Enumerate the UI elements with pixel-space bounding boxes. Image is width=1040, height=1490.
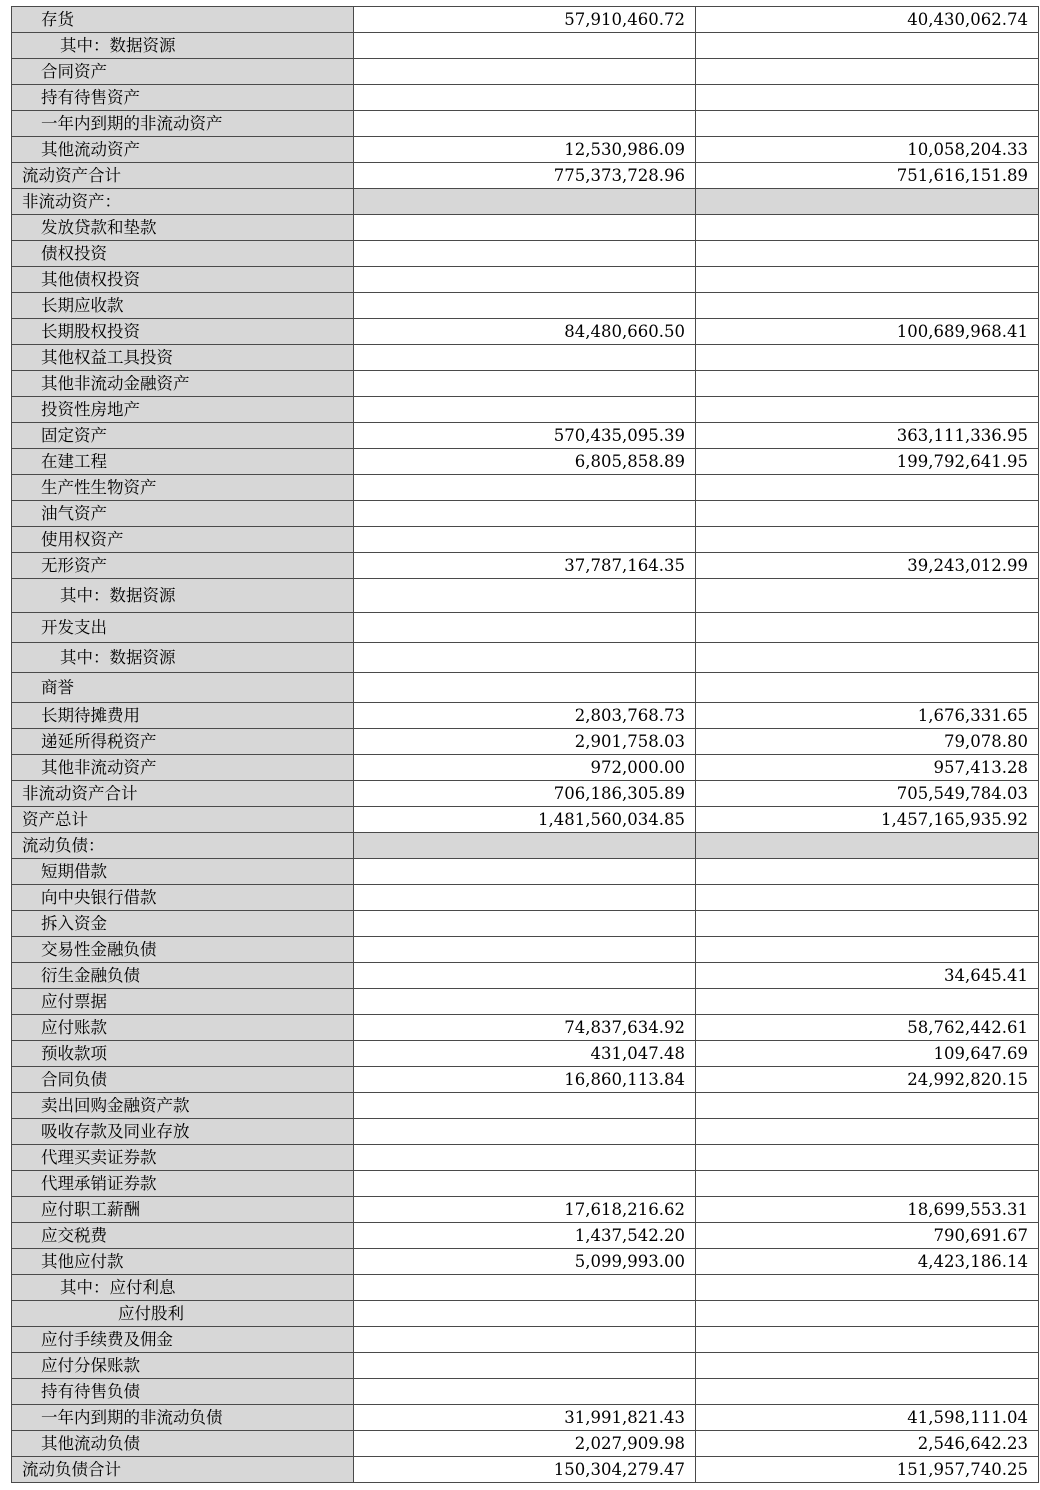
- table-row: [12, 527, 1039, 553]
- row-label: 无形资产: [12, 553, 354, 579]
- row-label: 合同负债: [12, 1067, 354, 1093]
- prior-period-value: 58,762,442.61: [696, 1015, 1039, 1041]
- row-label: 长期股权投资: [12, 319, 354, 345]
- prior-period-value: 705,549,784.03: [696, 781, 1039, 807]
- current-period-value: 37,787,164.35: [354, 553, 696, 579]
- current-period-value: [354, 33, 696, 59]
- current-period-value: [354, 1327, 696, 1353]
- current-period-value: [354, 1145, 696, 1171]
- row-label: 其中：数据资源: [12, 643, 354, 673]
- prior-period-value: [696, 371, 1039, 397]
- prior-period-value: [696, 293, 1039, 319]
- current-period-value: [354, 371, 696, 397]
- current-period-value: 570,435,095.39: [354, 423, 696, 449]
- current-period-value: [354, 215, 696, 241]
- prior-period-value: 41,598,111.04: [696, 1405, 1039, 1431]
- prior-period-value: 39,243,012.99: [696, 553, 1039, 579]
- row-label: 长期应收款: [12, 293, 354, 319]
- row-label: 其中：数据资源: [12, 579, 354, 613]
- row-label: 代理买卖证券款: [12, 1145, 354, 1171]
- current-period-value: 431,047.48: [354, 1041, 696, 1067]
- row-label: 合同资产: [12, 59, 354, 85]
- row-label: 应付股利: [12, 1301, 354, 1327]
- table-row: [12, 807, 1039, 833]
- table-row: [12, 1171, 1039, 1197]
- current-period-value: 5,099,993.00: [354, 1249, 696, 1275]
- prior-period-value: [696, 241, 1039, 267]
- current-period-value: [354, 527, 696, 553]
- current-period-value: [354, 293, 696, 319]
- prior-period-value: [696, 937, 1039, 963]
- current-period-value: [354, 963, 696, 989]
- prior-period-value: [696, 59, 1039, 85]
- current-period-value: [354, 1353, 696, 1379]
- row-label: 其他流动负债: [12, 1431, 354, 1457]
- current-period-value: [354, 397, 696, 423]
- table-row: [12, 989, 1039, 1015]
- prior-period-value: [696, 397, 1039, 423]
- prior-period-value: [696, 267, 1039, 293]
- row-label: 应付票据: [12, 989, 354, 1015]
- current-period-value: [354, 613, 696, 643]
- prior-period-value: 1,676,331.65: [696, 703, 1039, 729]
- prior-period-value: [696, 1327, 1039, 1353]
- current-period-value: [354, 885, 696, 911]
- table-row: [12, 703, 1039, 729]
- current-period-value: [354, 579, 696, 613]
- current-period-value: [354, 241, 696, 267]
- table-row: [12, 755, 1039, 781]
- row-label: 长期待摊费用: [12, 703, 354, 729]
- current-period-value: [354, 859, 696, 885]
- table-row: [12, 1457, 1039, 1483]
- table-row: [12, 1093, 1039, 1119]
- prior-period-value: [696, 1353, 1039, 1379]
- prior-period-value: 79,078.80: [696, 729, 1039, 755]
- prior-period-value: [696, 643, 1039, 673]
- table-row: [12, 189, 1039, 215]
- current-period-value: 16,860,113.84: [354, 1067, 696, 1093]
- balance-sheet-body: [12, 7, 1039, 1483]
- current-period-value: [354, 85, 696, 111]
- prior-period-value: [696, 1275, 1039, 1301]
- table-row: [12, 345, 1039, 371]
- table-row: [12, 613, 1039, 643]
- table-row: [12, 911, 1039, 937]
- current-period-value: [354, 673, 696, 703]
- table-row: [12, 963, 1039, 989]
- table-row: [12, 1223, 1039, 1249]
- current-period-value: 706,186,305.89: [354, 781, 696, 807]
- table-row: [12, 267, 1039, 293]
- prior-period-value: [696, 613, 1039, 643]
- row-label: 资产总计: [12, 807, 354, 833]
- row-label: 其他流动资产: [12, 137, 354, 163]
- prior-period-value: [696, 215, 1039, 241]
- table-row: [12, 85, 1039, 111]
- table-row: [12, 833, 1039, 859]
- row-label: 短期借款: [12, 859, 354, 885]
- table-row: [12, 1275, 1039, 1301]
- prior-period-value: 18,699,553.31: [696, 1197, 1039, 1223]
- current-period-value: [354, 1301, 696, 1327]
- row-label: 生产性生物资产: [12, 475, 354, 501]
- current-period-value: 1,481,560,034.85: [354, 807, 696, 833]
- table-row: [12, 1249, 1039, 1275]
- row-label: 应付职工薪酬: [12, 1197, 354, 1223]
- row-label: 应付分保账款: [12, 1353, 354, 1379]
- current-period-value: [354, 989, 696, 1015]
- table-row: [12, 501, 1039, 527]
- prior-period-value: 199,792,641.95: [696, 449, 1039, 475]
- current-period-value: [354, 1119, 696, 1145]
- current-period-value: 2,027,909.98: [354, 1431, 696, 1457]
- table-row: [12, 163, 1039, 189]
- row-label: 固定资产: [12, 423, 354, 449]
- prior-period-value: [696, 85, 1039, 111]
- current-period-value: [354, 59, 696, 85]
- table-row: [12, 371, 1039, 397]
- row-label: 债权投资: [12, 241, 354, 267]
- table-row: [12, 215, 1039, 241]
- prior-period-value: [696, 111, 1039, 137]
- row-label: 持有待售负债: [12, 1379, 354, 1405]
- current-period-value: 2,803,768.73: [354, 703, 696, 729]
- prior-period-value: 10,058,204.33: [696, 137, 1039, 163]
- row-label: 其他权益工具投资: [12, 345, 354, 371]
- row-label: 非流动资产合计: [12, 781, 354, 807]
- row-label: 拆入资金: [12, 911, 354, 937]
- row-label: 一年内到期的非流动资产: [12, 111, 354, 137]
- table-row: [12, 449, 1039, 475]
- row-label: 油气资产: [12, 501, 354, 527]
- row-label: 衍生金融负债: [12, 963, 354, 989]
- table-row: [12, 1405, 1039, 1431]
- prior-period-value: [696, 527, 1039, 553]
- row-label: 使用权资产: [12, 527, 354, 553]
- row-label: 发放贷款和垫款: [12, 215, 354, 241]
- table-row: [12, 423, 1039, 449]
- row-label: 商誉: [12, 673, 354, 703]
- current-period-value: 12,530,986.09: [354, 137, 696, 163]
- prior-period-value: [696, 885, 1039, 911]
- table-row: [12, 1301, 1039, 1327]
- prior-period-value: 790,691.67: [696, 1223, 1039, 1249]
- row-label: 非流动资产：: [12, 189, 354, 215]
- row-label: 流动负债：: [12, 833, 354, 859]
- prior-period-value: 100,689,968.41: [696, 319, 1039, 345]
- current-period-value: [354, 1171, 696, 1197]
- row-label: 其他应付款: [12, 1249, 354, 1275]
- table-row: [12, 781, 1039, 807]
- current-period-value: 84,480,660.50: [354, 319, 696, 345]
- current-period-value: [354, 1275, 696, 1301]
- table-row: [12, 1327, 1039, 1353]
- prior-period-value: [696, 833, 1039, 859]
- table-row: [12, 33, 1039, 59]
- row-label: 其他非流动资产: [12, 755, 354, 781]
- table-row: [12, 397, 1039, 423]
- table-row: [12, 579, 1039, 613]
- table-row: [12, 1119, 1039, 1145]
- prior-period-value: [696, 673, 1039, 703]
- current-period-value: 6,805,858.89: [354, 449, 696, 475]
- current-period-value: [354, 1093, 696, 1119]
- prior-period-value: 40,430,062.74: [696, 7, 1039, 33]
- row-label: 其中：应付利息: [12, 1275, 354, 1301]
- table-row: [12, 59, 1039, 85]
- table-row: [12, 1145, 1039, 1171]
- table-row: [12, 1379, 1039, 1405]
- prior-period-value: 109,647.69: [696, 1041, 1039, 1067]
- prior-period-value: 751,616,151.89: [696, 163, 1039, 189]
- prior-period-value: [696, 1145, 1039, 1171]
- prior-period-value: [696, 475, 1039, 501]
- table-row: [12, 111, 1039, 137]
- prior-period-value: 34,645.41: [696, 963, 1039, 989]
- prior-period-value: [696, 501, 1039, 527]
- prior-period-value: [696, 345, 1039, 371]
- row-label: 其中：数据资源: [12, 33, 354, 59]
- prior-period-value: [696, 579, 1039, 613]
- table-row: [12, 859, 1039, 885]
- prior-period-value: 2,546,642.23: [696, 1431, 1039, 1457]
- prior-period-value: 957,413.28: [696, 755, 1039, 781]
- current-period-value: [354, 833, 696, 859]
- prior-period-value: [696, 1093, 1039, 1119]
- prior-period-value: [696, 189, 1039, 215]
- current-period-value: [354, 1379, 696, 1405]
- table-row: [12, 293, 1039, 319]
- current-period-value: [354, 267, 696, 293]
- table-row: [12, 643, 1039, 673]
- current-period-value: [354, 937, 696, 963]
- row-label: 流动负债合计: [12, 1457, 354, 1483]
- balance-sheet-table: [11, 6, 1039, 1483]
- row-label: 向中央银行借款: [12, 885, 354, 911]
- current-period-value: [354, 475, 696, 501]
- current-period-value: 775,373,728.96: [354, 163, 696, 189]
- prior-period-value: [696, 1119, 1039, 1145]
- current-period-value: [354, 189, 696, 215]
- row-label: 应付手续费及佣金: [12, 1327, 354, 1353]
- row-label: 其他债权投资: [12, 267, 354, 293]
- row-label: 应付账款: [12, 1015, 354, 1041]
- current-period-value: 31,991,821.43: [354, 1405, 696, 1431]
- prior-period-value: [696, 859, 1039, 885]
- table-row: [12, 1197, 1039, 1223]
- row-label: 持有待售资产: [12, 85, 354, 111]
- row-label: 其他非流动金融资产: [12, 371, 354, 397]
- prior-period-value: 1,457,165,935.92: [696, 807, 1039, 833]
- current-period-value: [354, 643, 696, 673]
- current-period-value: 57,910,460.72: [354, 7, 696, 33]
- table-row: [12, 475, 1039, 501]
- table-row: [12, 137, 1039, 163]
- current-period-value: 1,437,542.20: [354, 1223, 696, 1249]
- table-row: [12, 885, 1039, 911]
- table-row: [12, 319, 1039, 345]
- row-label: 应交税费: [12, 1223, 354, 1249]
- table-row: [12, 1041, 1039, 1067]
- table-row: [12, 937, 1039, 963]
- prior-period-value: 151,957,740.25: [696, 1457, 1039, 1483]
- row-label: 一年内到期的非流动负债: [12, 1405, 354, 1431]
- row-label: 递延所得税资产: [12, 729, 354, 755]
- row-label: 吸收存款及同业存放: [12, 1119, 354, 1145]
- row-label: 在建工程: [12, 449, 354, 475]
- prior-period-value: 363,111,336.95: [696, 423, 1039, 449]
- row-label: 交易性金融负债: [12, 937, 354, 963]
- row-label: 卖出回购金融资产款: [12, 1093, 354, 1119]
- prior-period-value: [696, 1379, 1039, 1405]
- row-label: 开发支出: [12, 613, 354, 643]
- prior-period-value: 4,423,186.14: [696, 1249, 1039, 1275]
- current-period-value: 150,304,279.47: [354, 1457, 696, 1483]
- current-period-value: 972,000.00: [354, 755, 696, 781]
- table-row: [12, 1067, 1039, 1093]
- current-period-value: [354, 345, 696, 371]
- table-row: [12, 1015, 1039, 1041]
- table-row: [12, 729, 1039, 755]
- prior-period-value: [696, 33, 1039, 59]
- row-label: 流动资产合计: [12, 163, 354, 189]
- table-row: [12, 1353, 1039, 1379]
- row-label: 代理承销证券款: [12, 1171, 354, 1197]
- current-period-value: [354, 501, 696, 527]
- prior-period-value: [696, 911, 1039, 937]
- row-label: 投资性房地产: [12, 397, 354, 423]
- current-period-value: 2,901,758.03: [354, 729, 696, 755]
- prior-period-value: 24,992,820.15: [696, 1067, 1039, 1093]
- table-row: [12, 7, 1039, 33]
- current-period-value: 74,837,634.92: [354, 1015, 696, 1041]
- row-label: 存货: [12, 7, 354, 33]
- table-row: [12, 1431, 1039, 1457]
- row-label: 预收款项: [12, 1041, 354, 1067]
- table-row: [12, 553, 1039, 579]
- table-row: [12, 241, 1039, 267]
- table-row: [12, 673, 1039, 703]
- prior-period-value: [696, 1171, 1039, 1197]
- prior-period-value: [696, 989, 1039, 1015]
- prior-period-value: [696, 1301, 1039, 1327]
- current-period-value: 17,618,216.62: [354, 1197, 696, 1223]
- current-period-value: [354, 111, 696, 137]
- current-period-value: [354, 911, 696, 937]
